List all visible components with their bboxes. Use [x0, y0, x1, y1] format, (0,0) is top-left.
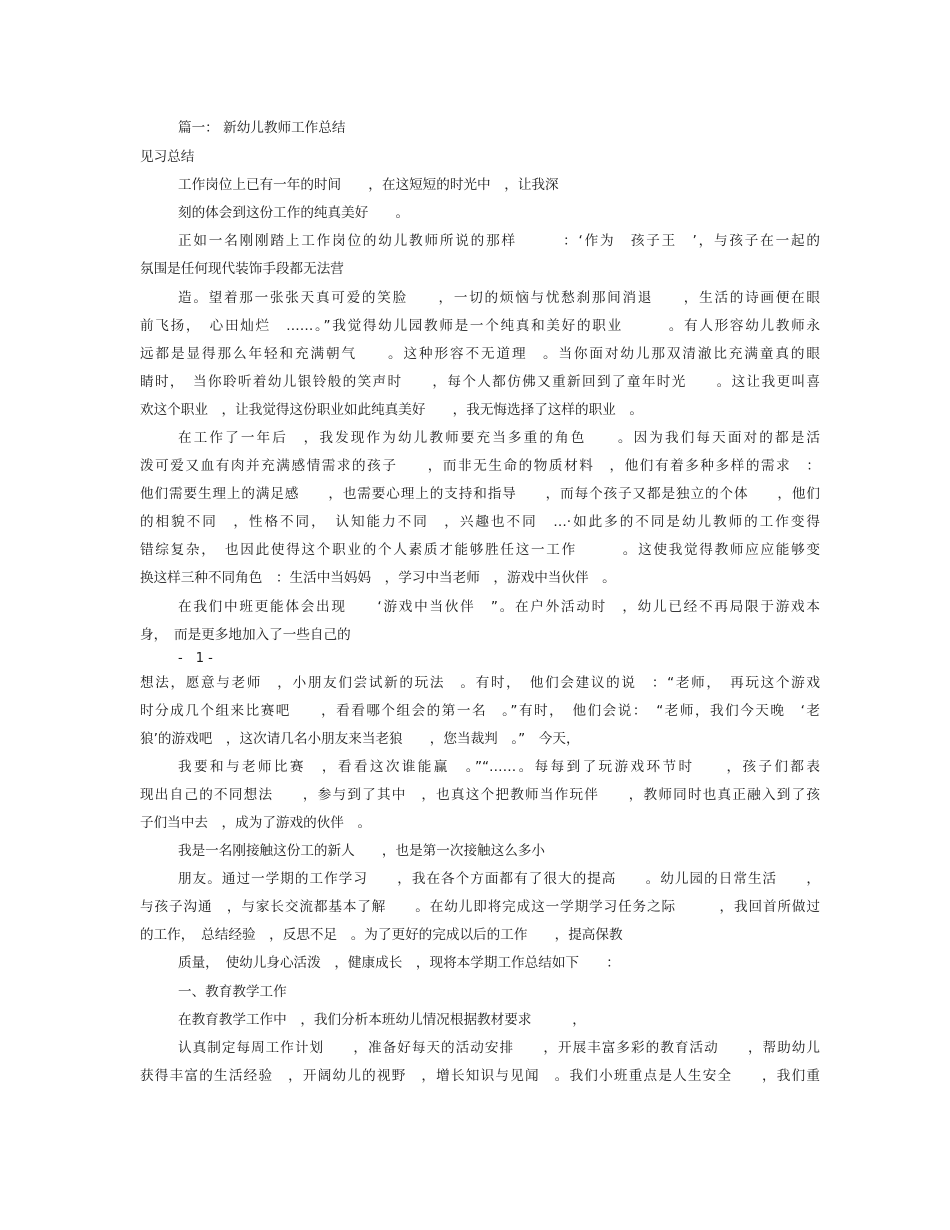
text-line: 远都是显得那么年轻和充满朝气 。这种形容不无道理 。当你面对幼儿那双清澈比充满童真的眼: [140, 346, 820, 362]
text-line: 氛围是任何现代装饰手段都无法营: [140, 261, 344, 277]
text-line: 认真制定每周工作计划 ，准备好每天的活动安排 ，开展丰富多彩的教育活动 ，帮助幼儿: [178, 1040, 820, 1056]
subtitle: 见习总结: [140, 149, 195, 165]
text-line: 睛时， 当你聆听着幼儿银铃般的笑声时 ，每个人都仿佛又重新回到了童年时光 。这让我更叫喜: [140, 374, 820, 390]
text-line: 刻的体会到这份工作的纯真美好 。: [178, 205, 410, 221]
text-line: 工作岗位上已有一年的时间 ，在这短短的时光中 ，让我深: [178, 177, 559, 193]
text-line: 获得丰富的生活经验 ，开阔幼儿的视野 ，增长知识与见闻 。我们小班重点是人生安全 ，我们重: [140, 1068, 820, 1084]
text-line: 想法，愿意与老师 ，小朋友们尝试新的玩法 。有时， 他们会建议的说 ：“老师， 再玩这个游戏: [140, 675, 820, 691]
text-line: 正如一名刚刚踏上工作岗位的幼儿教师所说的那样 ：‘作为 孩子王 ’，与孩子在一起的: [178, 233, 820, 249]
text-line: 欢这个职业 ，让我觉得这份职业如此纯真美好 ，我无悔选择了这样的职业 。: [140, 402, 643, 418]
text-line: 子们当中去 ，成为了游戏的伙伴 。: [140, 815, 372, 831]
text-line: 质量， 使幼儿身心活泼 ，健康成长 ，现将本学期工作总结如下 ：: [178, 955, 620, 971]
text-line: 他们需要生理上的满足感 ，也需要心理上的支持和指导 ，而每个孩子又都是独立的个体 ，他们: [140, 486, 820, 502]
text-line: 现出自己的不同想法 ，参与到了其中 ，也真这个把教师当作玩伴 ，教师同时也真正融入到了孩: [140, 787, 820, 803]
text-line: 我是一名刚接触这份工的新人 ，也是第一次接触这么多小: [178, 843, 546, 859]
text-line: 狼’的游戏吧 ，这次请几名小朋友来当老狼 ，您当裁判 。” 今天，: [140, 731, 580, 747]
text-line: 前飞扬， 心田灿烂 ……。”我觉得幼儿园教师是一个纯真和美好的职业 。有人形容幼儿教师永: [140, 318, 820, 334]
page-number: - 1 -: [178, 651, 213, 666]
text-line: 在工作了一年后 ，我发现作为幼儿教师要充当多重的角色 。因为我们每天面对的都是活: [178, 430, 820, 446]
text-line: 我要和与老师比赛 ，看看这次谁能赢 。”“……。每每到了玩游戏环节时 ，孩子们都表: [178, 759, 820, 775]
text-line: 的工作， 总结经验 ，反思不足 。为了更好的完成以后的工作 ，提高保教: [140, 927, 623, 943]
text-line: 时分成几个组来比赛吧 ，看看哪个组会的第一名 。”有时， 他们会说： “老师，我们今天晚 ‘老: [140, 703, 820, 719]
text-line: 在教育教学工作中 ，我们分析本班幼儿情况根据教材要求 ，: [178, 1012, 586, 1028]
text-line: 换这样三种不同角色 ：生活中当妈妈 ，学习中当老师 ，游戏中当伙伴 。: [140, 570, 616, 586]
section-title: 篇一： 新幼儿教师工作总结: [178, 120, 346, 136]
text-line: 泼可爱又血有肉并充满感情需求的孩子 ，而非无生命的物质材料 ，他们有着多种多样的需求 ：: [140, 458, 820, 474]
text-line: 朋友。通过一学期的工作学习 ，我在各个方面都有了很大的提高 。幼儿园的日常生活 ，: [178, 871, 820, 887]
text-line: 在我们中班更能体会出现 ‘游戏中当伙伴 ”。在户外活动时 ，幼儿已经不再局限于游戏本: [178, 599, 820, 615]
text-line: 身， 而是更多地加入了一些自己的: [140, 627, 351, 643]
text-line: 造。望着那一张张天真可爱的笑脸 ，一切的烦恼与忧愁刹那间消退 ，生活的诗画便在眼: [178, 290, 820, 306]
text-line: 与孩子沟通 ，与家长交流都基本了解 。在幼儿即将完成这一学期学习任务之际 ，我回首所做过: [140, 899, 820, 915]
text-line: 的相貌不同 ，性格不同， 认知能力不同 ，兴趣也不同 …·如此多的不同是幼儿教师的工作变得: [140, 514, 820, 530]
section-heading: 一、教育教学工作: [178, 984, 287, 1000]
text-line: 错综复杂， 也因此使得这个职业的个人素质才能够胜任这一工作 。这使我觉得教师应应能够变: [140, 542, 820, 558]
